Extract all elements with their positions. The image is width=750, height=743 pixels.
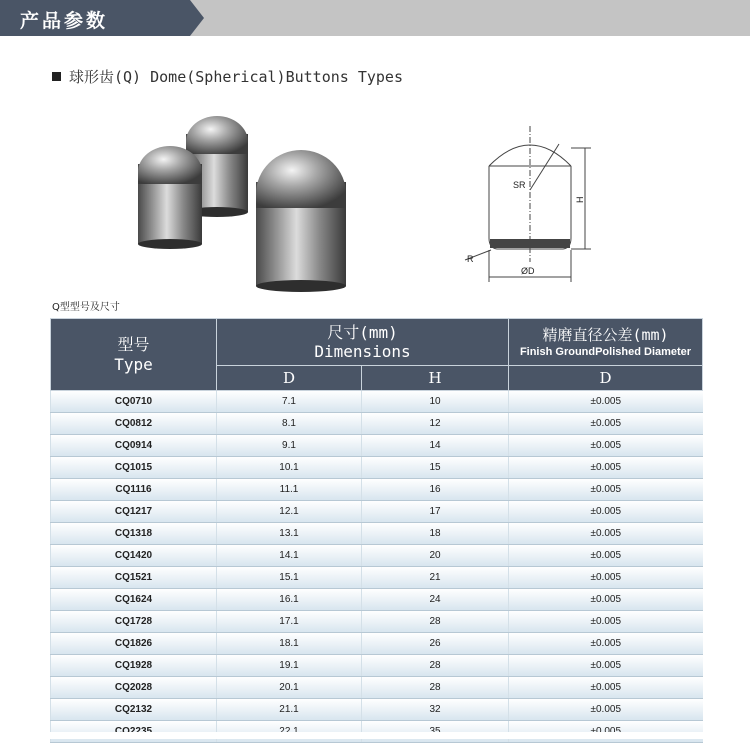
table-row bbox=[51, 677, 703, 699]
cell-d: 8.1 bbox=[217, 413, 362, 435]
cell-tolerance: ±0.005 bbox=[509, 633, 703, 655]
cell-tolerance: ±0.005 bbox=[509, 545, 703, 567]
cell-d: 18.1 bbox=[217, 633, 362, 655]
cell-tolerance: ±0.005 bbox=[509, 589, 703, 611]
header-type-cn: 型号 bbox=[117, 334, 150, 354]
table-row bbox=[51, 413, 703, 435]
cell-h: 16 bbox=[362, 479, 509, 501]
header-dim-en: Dimensions bbox=[314, 342, 411, 361]
cell-tolerance: ±0.005 bbox=[509, 501, 703, 523]
cell-d: 15.1 bbox=[217, 567, 362, 589]
cell-type: CQ1420 bbox=[51, 545, 217, 567]
table-row bbox=[51, 545, 703, 567]
table-row bbox=[51, 457, 703, 479]
header-finish bbox=[509, 319, 703, 366]
cell-d: 14.1 bbox=[217, 545, 362, 567]
cell-tolerance: ±0.005 bbox=[509, 677, 703, 699]
cell-type: CQ1217 bbox=[51, 501, 217, 523]
cell-type: CQ1928 bbox=[51, 655, 217, 677]
cell-d: 17.1 bbox=[217, 611, 362, 633]
drawing-label-h: H bbox=[575, 196, 585, 203]
cell-d: 12.1 bbox=[217, 501, 362, 523]
cell-d: 20.1 bbox=[217, 677, 362, 699]
header-finish-cn: 精磨直径公差(mm) bbox=[542, 325, 669, 344]
cell-d: 16.1 bbox=[217, 589, 362, 611]
cell-type: CQ1521 bbox=[51, 567, 217, 589]
technical-drawing bbox=[455, 122, 605, 287]
cell-h: 12 bbox=[362, 413, 509, 435]
cell-tolerance: ±0.005 bbox=[509, 391, 703, 413]
square-bullet-icon bbox=[52, 72, 61, 81]
cell-h: 20 bbox=[362, 545, 509, 567]
cell-h: 26 bbox=[362, 633, 509, 655]
cell-h: 24 bbox=[362, 589, 509, 611]
table-row bbox=[51, 479, 703, 501]
table-caption: Q型型号及尺寸 bbox=[52, 302, 120, 313]
cell-tolerance: ±0.005 bbox=[509, 567, 703, 589]
header-type-en: Type bbox=[114, 354, 153, 374]
cell-d: 21.1 bbox=[217, 699, 362, 721]
cell-type: CQ1015 bbox=[51, 457, 217, 479]
cell-d: 9.1 bbox=[217, 435, 362, 457]
cell-h: 10 bbox=[362, 391, 509, 413]
table-row bbox=[51, 501, 703, 523]
button-front bbox=[256, 150, 346, 292]
cell-type: CQ0710 bbox=[51, 391, 217, 413]
cell-tolerance: ±0.005 bbox=[509, 655, 703, 677]
cell-type: CQ1728 bbox=[51, 611, 217, 633]
header-h: H bbox=[362, 366, 509, 391]
cell-d: 10.1 bbox=[217, 457, 362, 479]
cell-type: CQ1116 bbox=[51, 479, 217, 501]
cell-h: 14 bbox=[362, 435, 509, 457]
cell-tolerance: ±0.005 bbox=[509, 457, 703, 479]
table-row bbox=[51, 611, 703, 633]
bottom-crop bbox=[0, 732, 750, 739]
header-d: D bbox=[217, 366, 362, 391]
table-row bbox=[51, 391, 703, 413]
tab-title: 产品参数 bbox=[20, 10, 109, 32]
cell-tolerance: ±0.005 bbox=[509, 699, 703, 721]
table-row bbox=[51, 435, 703, 457]
top-banner bbox=[0, 0, 750, 36]
cell-type: CQ1318 bbox=[51, 523, 217, 545]
cell-tolerance: ±0.005 bbox=[509, 523, 703, 545]
cell-tolerance: ±0.005 bbox=[509, 611, 703, 633]
cell-tolerance: ±0.005 bbox=[509, 435, 703, 457]
cell-h: 28 bbox=[362, 655, 509, 677]
section-tab bbox=[0, 0, 190, 36]
cell-d: 13.1 bbox=[217, 523, 362, 545]
cell-type: CQ0914 bbox=[51, 435, 217, 457]
header-dim-cn: 尺寸(mm) bbox=[327, 323, 398, 342]
spec-table bbox=[50, 318, 703, 743]
cell-h: 21 bbox=[362, 567, 509, 589]
drawing-label-r: R bbox=[467, 254, 474, 264]
product-photo bbox=[130, 112, 360, 297]
header-dimensions bbox=[217, 319, 509, 366]
button-left bbox=[138, 146, 202, 249]
table-row bbox=[51, 589, 703, 611]
cell-h: 28 bbox=[362, 611, 509, 633]
table-row bbox=[51, 655, 703, 677]
drawing-label-sr: SR bbox=[513, 180, 526, 190]
cell-type: CQ2132 bbox=[51, 699, 217, 721]
cell-type: CQ1826 bbox=[51, 633, 217, 655]
tab-arrow bbox=[190, 0, 204, 36]
table-row bbox=[51, 567, 703, 589]
section-heading bbox=[52, 66, 403, 87]
cell-h: 15 bbox=[362, 457, 509, 479]
cell-h: 32 bbox=[362, 699, 509, 721]
cell-h: 17 bbox=[362, 501, 509, 523]
table-row bbox=[51, 523, 703, 545]
table-row bbox=[51, 699, 703, 721]
header-finish-d: D bbox=[509, 366, 703, 391]
header-type bbox=[51, 319, 217, 391]
cell-d: 7.1 bbox=[217, 391, 362, 413]
drawing-label-d: ØD bbox=[521, 266, 535, 276]
cell-tolerance: ±0.005 bbox=[509, 413, 703, 435]
cell-h: 18 bbox=[362, 523, 509, 545]
cell-d: 19.1 bbox=[217, 655, 362, 677]
table-row bbox=[51, 633, 703, 655]
cell-tolerance: ±0.005 bbox=[509, 479, 703, 501]
section-heading-text: 球形齿(Q) Dome(Spherical)Buttons Types bbox=[69, 68, 403, 86]
cell-d: 11.1 bbox=[217, 479, 362, 501]
header-finish-en: Finish GroundPolished Diameter bbox=[519, 345, 692, 358]
cell-h: 28 bbox=[362, 677, 509, 699]
cell-type: CQ0812 bbox=[51, 413, 217, 435]
cell-type: CQ1624 bbox=[51, 589, 217, 611]
cell-type: CQ2028 bbox=[51, 677, 217, 699]
